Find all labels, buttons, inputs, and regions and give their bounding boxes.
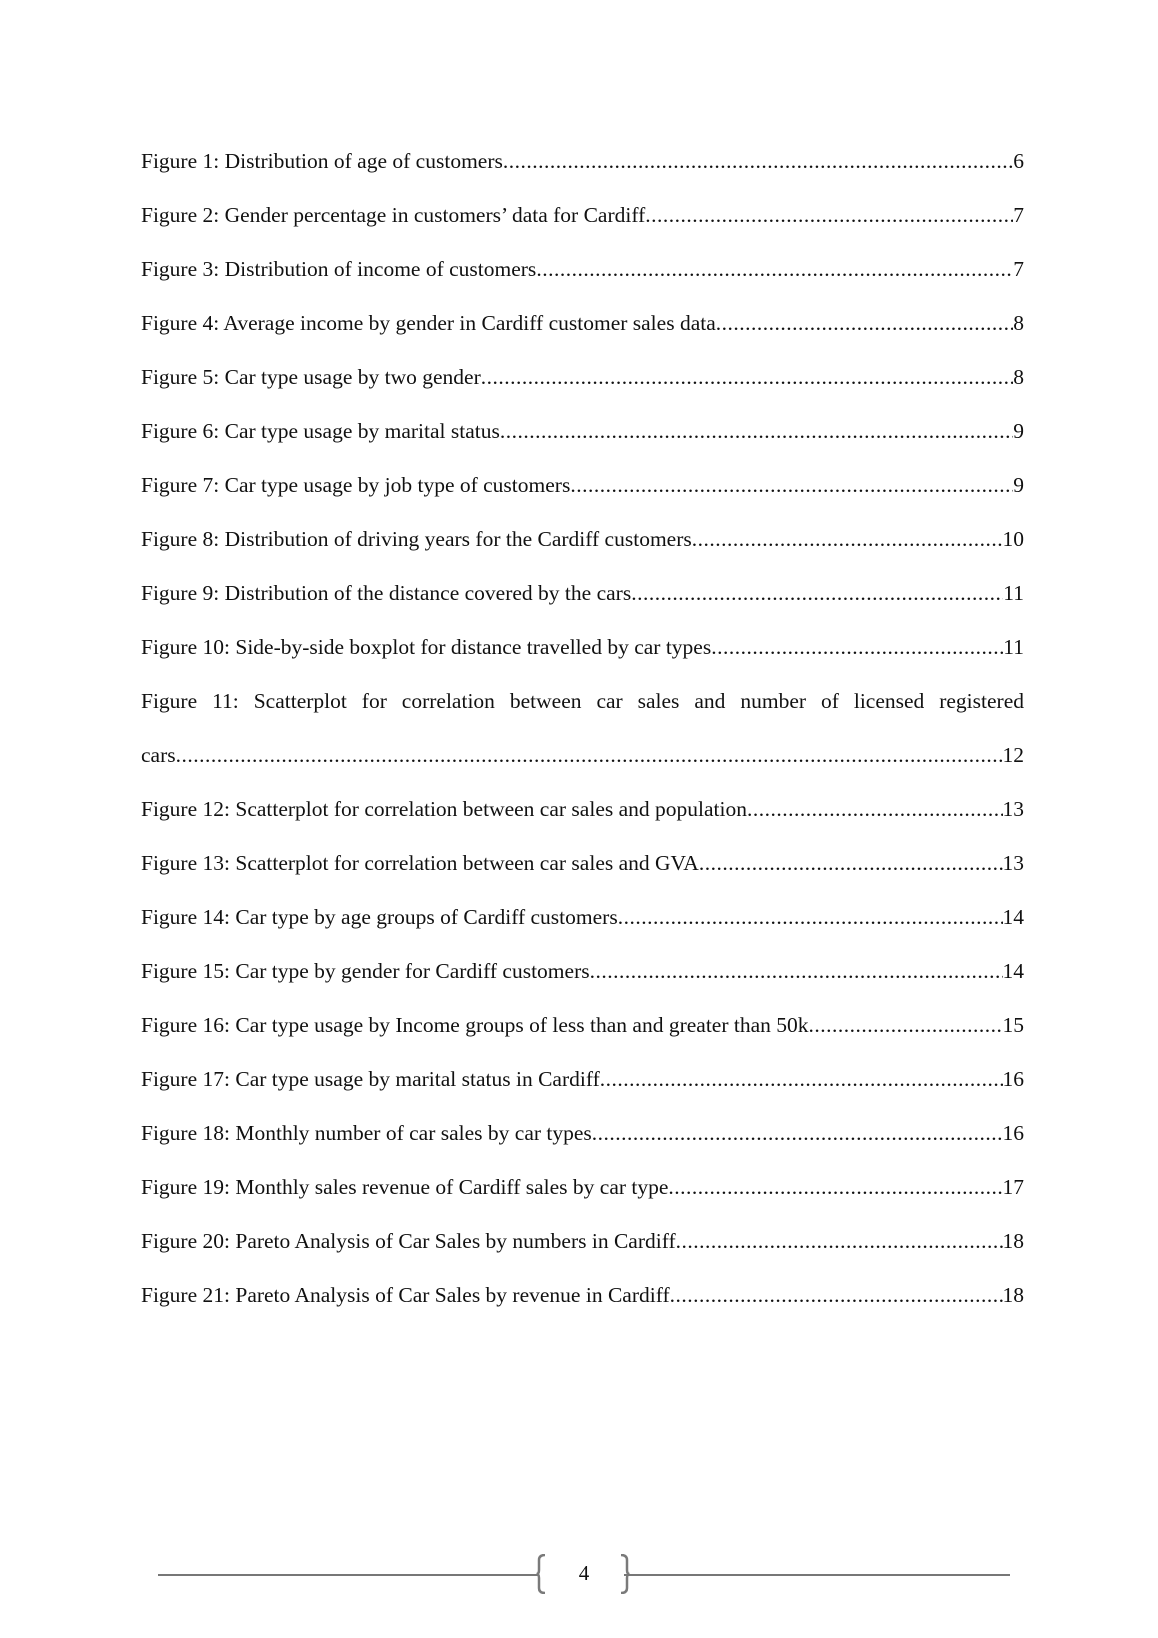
toc-entry-figure-17[interactable]: [141, 1052, 1024, 1106]
toc-entry-page: 9: [1013, 419, 1024, 443]
dot-leader: [670, 1268, 1003, 1322]
toc-entry-figure-11[interactable]: [141, 674, 1024, 782]
dot-leader: [592, 1106, 1003, 1160]
dot-leader: [676, 1214, 1003, 1268]
toc-entry-label: Figure 18: Monthly number of car sales by car types: [141, 1121, 592, 1145]
toc-entry-figure-9[interactable]: [141, 566, 1024, 620]
dot-leader: [500, 404, 1013, 458]
dot-leader: [481, 350, 1014, 404]
page-footer: [158, 1550, 1010, 1600]
toc-entry-label: Figure 6: Car type usage by marital status: [141, 419, 500, 443]
toc-entry-figure-4[interactable]: [141, 296, 1024, 350]
toc-entry-label: Figure 12: Scatterplot for correlation between car sales and population: [141, 797, 747, 821]
toc-entry-figure-8[interactable]: [141, 512, 1024, 566]
dot-leader: [668, 1160, 1002, 1214]
toc-entry-label: Figure 2: Gender percentage in customers’ data for Cardiff: [141, 203, 646, 227]
toc-entry-figure-2[interactable]: [141, 188, 1024, 242]
toc-entry-label: Figure 19: Monthly sales revenue of Cardiff sales by car type: [141, 1175, 669, 1199]
toc-entry-figure-1[interactable]: [141, 134, 1024, 188]
toc-entry-label: Figure 16: Car type usage by Income groups of less than and greater than 50k: [141, 1013, 809, 1037]
toc-entry-label-continued: cars: [141, 743, 176, 767]
toc-entry-figure-7[interactable]: [141, 458, 1024, 512]
dot-leader: [809, 998, 1003, 1052]
toc-entry-page: 7: [1013, 203, 1024, 227]
toc-entry-label: Figure 15: Car type by gender for Cardiff customers: [141, 959, 590, 983]
toc-entry-page: 14: [1002, 905, 1024, 929]
left-brace-icon: [536, 1554, 546, 1594]
toc-entry-label: Figure 20: Pareto Analysis of Car Sales by numbers in Cardiff: [141, 1229, 676, 1253]
toc-entry-page: 18: [1002, 1229, 1024, 1253]
toc-entry-figure-13[interactable]: [141, 836, 1024, 890]
toc-entry-page: 6: [1013, 149, 1024, 173]
footer-rule-left: [158, 1574, 538, 1576]
toc-entry-label: Figure 7: Car type usage by job type of customers: [141, 473, 571, 497]
dot-leader: [699, 836, 1003, 890]
dot-leader: [692, 512, 1003, 566]
dot-leader: [176, 728, 1003, 782]
toc-entry-page: 7: [1013, 257, 1024, 281]
toc-entry-figure-15[interactable]: [141, 944, 1024, 998]
toc-entry-page: 12: [1002, 743, 1024, 767]
toc-entry-page: 14: [1002, 959, 1024, 983]
toc-entry-page: 8: [1013, 311, 1024, 335]
dot-leader: [618, 890, 1003, 944]
dot-leader: [711, 620, 1003, 674]
toc-entry-figure-16[interactable]: [141, 998, 1024, 1052]
toc-entry-label: Figure 17: Car type usage by marital status in Cardiff: [141, 1067, 600, 1091]
dot-leader: [747, 782, 1003, 836]
footer-rule-right: [624, 1574, 1010, 1576]
toc-entry-page: 10: [1002, 527, 1024, 551]
toc-entry-figure-3[interactable]: [141, 242, 1024, 296]
toc-entry-label: Figure 11: Scatterplot for correlation between car sales and number of licensed registered: [141, 689, 1024, 713]
toc-entry-page: 11: [1003, 635, 1024, 659]
toc-entry-page: 8: [1013, 365, 1024, 389]
toc-entry-figure-10[interactable]: [141, 620, 1024, 674]
toc-entry-label: Figure 13: Scatterplot for correlation between car sales and GVA: [141, 851, 699, 875]
toc-entry-figure-14[interactable]: [141, 890, 1024, 944]
toc-entry-figure-5[interactable]: [141, 350, 1024, 404]
toc-entry-figure-6[interactable]: [141, 404, 1024, 458]
dot-leader: [645, 188, 1013, 242]
toc-entry-figure-19[interactable]: [141, 1160, 1024, 1214]
toc-entry-label: Figure 10: Side-by-side boxplot for distance travelled by car types: [141, 635, 712, 659]
toc-entry-page: 13: [1002, 851, 1024, 875]
toc-entry-page: 13: [1002, 797, 1024, 821]
toc-entry-figure-12[interactable]: [141, 782, 1024, 836]
toc-entry-page: 15: [1002, 1013, 1024, 1037]
dot-leader: [570, 458, 1013, 512]
list-of-figures: [141, 134, 1024, 1322]
toc-entry-page: 18: [1002, 1283, 1024, 1307]
toc-entry-label: Figure 9: Distribution of the distance covered by the cars: [141, 581, 632, 605]
toc-entry-label: Figure 14: Car type by age groups of Cardiff customers: [141, 905, 618, 929]
toc-entry-label: Figure 4: Average income by gender in Cardiff customer sales data: [141, 311, 716, 335]
toc-entry-continuation: [141, 728, 1024, 782]
toc-entry-page: 11: [1003, 581, 1024, 605]
dot-leader: [590, 944, 1003, 998]
toc-entry-label: Figure 5: Car type usage by two gender: [141, 365, 481, 389]
toc-entry-page: 16: [1002, 1121, 1024, 1145]
toc-entry-label: Figure 1: Distribution of age of customers: [141, 149, 503, 173]
toc-entry-label: Figure 21: Pareto Analysis of Car Sales by revenue in Cardiff: [141, 1283, 670, 1307]
toc-entry-figure-18[interactable]: [141, 1106, 1024, 1160]
toc-entry-page: 9: [1013, 473, 1024, 497]
dot-leader: [716, 296, 1014, 350]
toc-entry-page: 17: [1002, 1175, 1024, 1199]
toc-entry-label: Figure 8: Distribution of driving years for the Cardiff customers: [141, 527, 692, 551]
page-number: 4: [578, 1561, 590, 1585]
dot-leader: [536, 242, 1013, 296]
toc-entry-label: Figure 3: Distribution of income of customers: [141, 257, 537, 281]
dot-leader: [503, 134, 1013, 188]
toc-entry-figure-20[interactable]: [141, 1214, 1024, 1268]
toc-entry-page: 16: [1002, 1067, 1024, 1091]
dot-leader: [631, 566, 1003, 620]
toc-entry-figure-21[interactable]: [141, 1268, 1024, 1322]
dot-leader: [600, 1052, 1003, 1106]
